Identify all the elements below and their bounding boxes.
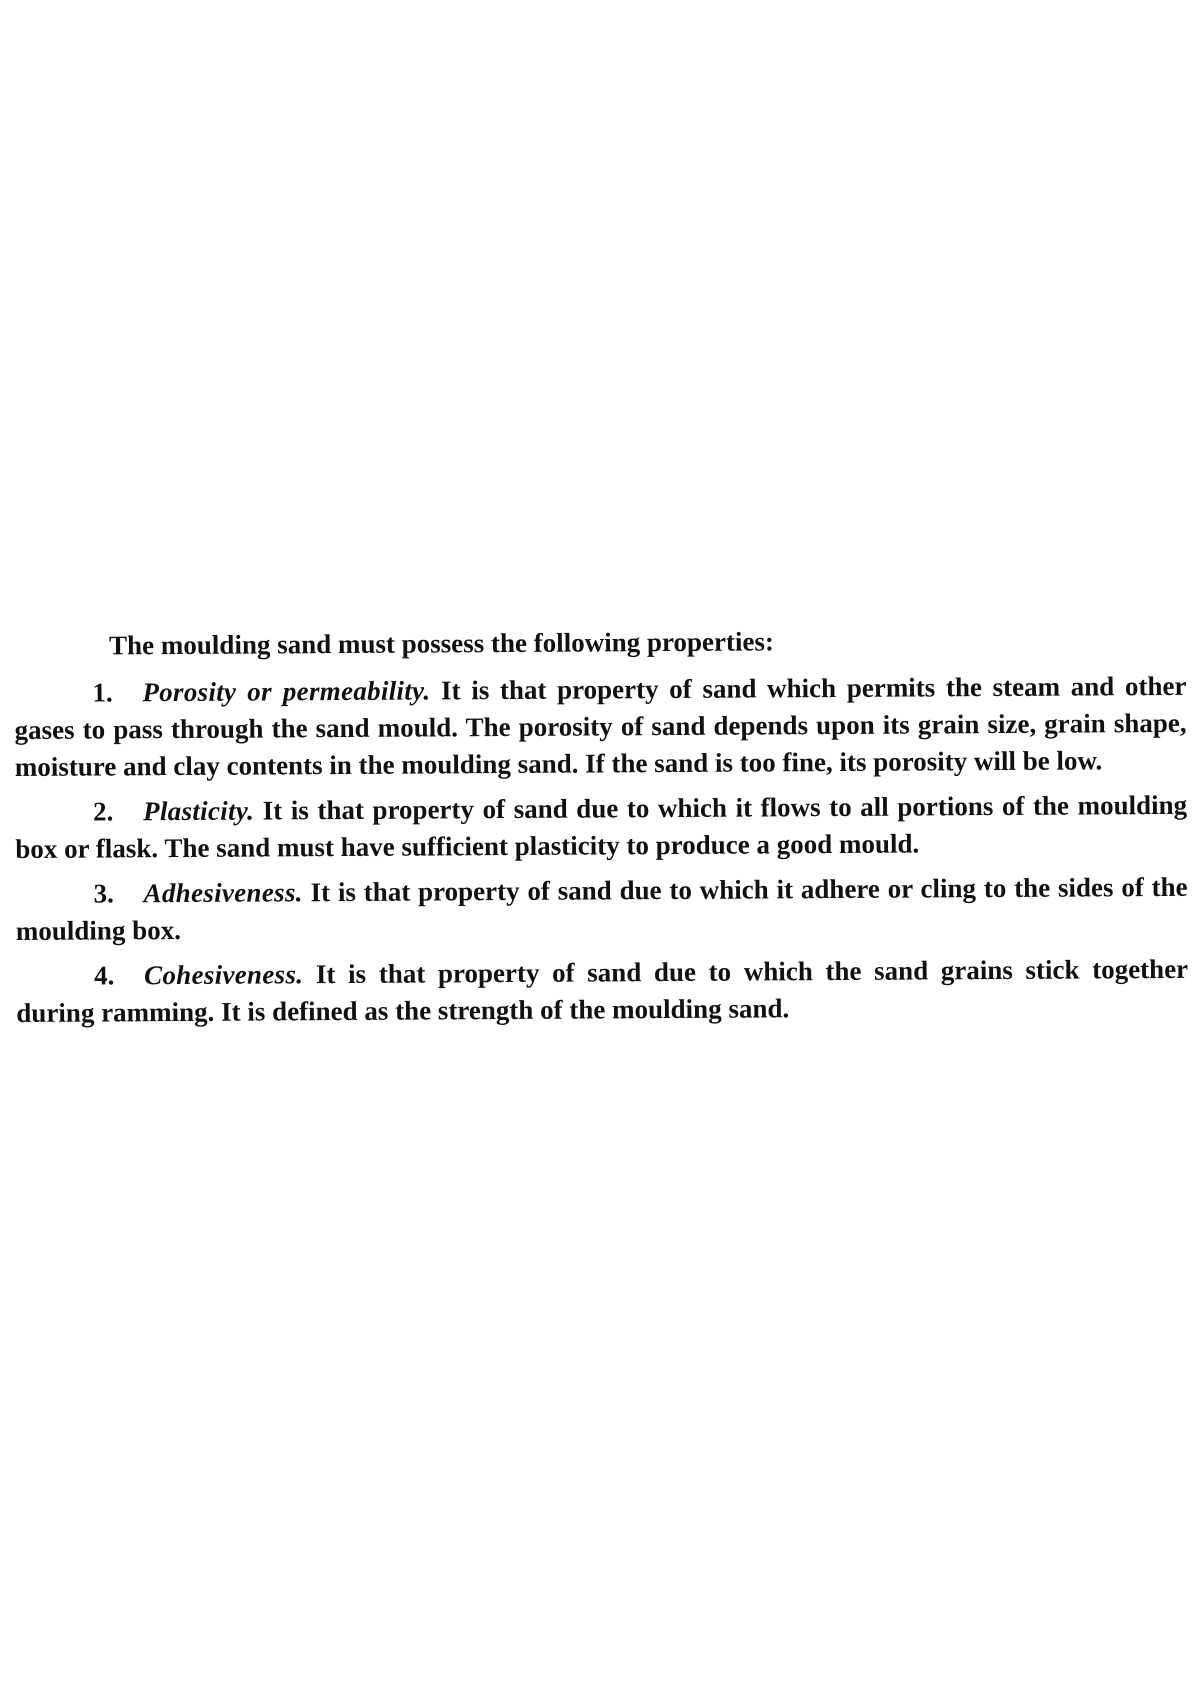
item-number: 2. bbox=[93, 796, 114, 827]
item-number: 4. bbox=[94, 960, 115, 991]
property-porosity bbox=[14, 668, 1187, 786]
property-plasticity bbox=[15, 787, 1187, 868]
item-heading: Plasticity. bbox=[143, 795, 255, 827]
item-heading: Cohesiveness. bbox=[144, 959, 304, 991]
item-text: It is that property of sand due to which it flows to all portions of the moulding box or flask. The sand must have sufficient plasticity to produce a good mould. bbox=[15, 789, 1188, 864]
property-cohesiveness bbox=[16, 951, 1188, 1032]
item-heading: Porosity or permeability. bbox=[142, 675, 431, 708]
property-adhesiveness bbox=[16, 869, 1188, 950]
item-text: It is that property of sand due to which it adhere or cling to the sides of the moulding box. bbox=[15, 871, 1188, 946]
item-number: 3. bbox=[93, 878, 114, 909]
item-text: It is that property of sand which permits the steam and other gases to pass through the sand mould. The porosity of sand depends upon its grain size, grain shape, moisture and clay contents in the moulding sand. If the sand is too fine, its porosity will be low. bbox=[14, 670, 1187, 782]
properties-text-block bbox=[14, 621, 1188, 1040]
item-number: 1. bbox=[92, 677, 113, 708]
item-text: It is that property of sand due to which the sand grains stick together during ramming. It is defined as the strength of the moulding sand. bbox=[16, 953, 1189, 1028]
intro-sentence: The moulding sand must possess the following properties: bbox=[109, 626, 775, 661]
item-heading: Adhesiveness. bbox=[143, 877, 303, 909]
